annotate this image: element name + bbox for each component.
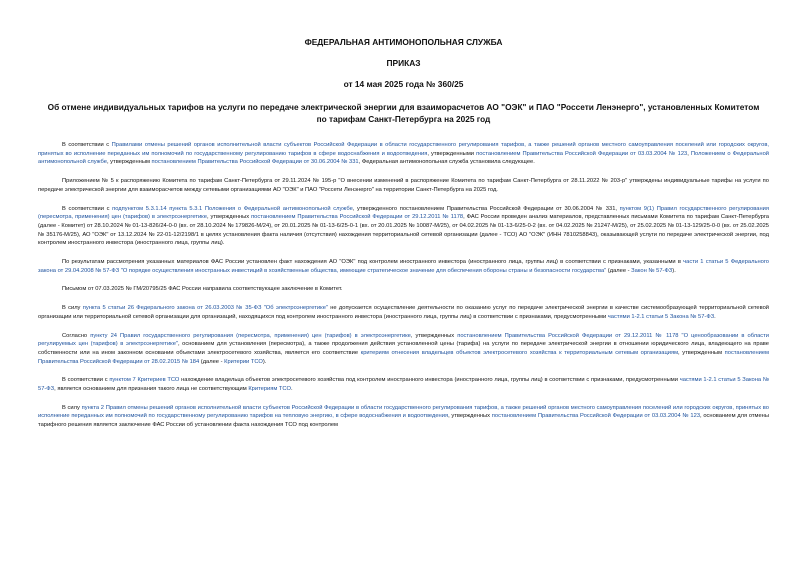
paragraph-text: В соответствии с xyxy=(62,377,110,384)
legal-act-link[interactable]: пунктом 9(1) Правил государственного регулирования (пересмотра, применения) цен (тарифов) в электроэнергетике xyxy=(38,205,769,221)
legal-act-link[interactable]: пункта 5 статьи 26 Федерального закона от 26.03.2003 № 35-ФЗ "Об электроэнергетике" xyxy=(82,305,328,312)
paragraph-text: , основанием для отмены тарифного решения является заключение ФАС России об установлении факта нахождения ТСО под контролем xyxy=(38,413,769,429)
paragraph-text: . xyxy=(290,386,293,393)
paragraph-text: , утвержденных xyxy=(206,214,252,221)
paragraph-text: Согласно xyxy=(62,332,91,339)
paragraph-text: , утвержденных xyxy=(410,332,458,339)
legal-act-link[interactable]: пунктом 7 Критериев ТСО xyxy=(109,377,180,384)
legal-act-link[interactable]: Правилами отмены решений органов исполнительной власти субъектов Российской Федерации в области государственного регулирования тарифов, а также решений органов местного самоуправления поселений или городских округов, принятых во исполнение переданных им полномочий по государственному регулированию тарифов в сфере водоснабжения и водоотведения xyxy=(38,142,769,157)
document-date-number: от 14 мая 2025 года № 360/25 xyxy=(343,79,464,89)
agency-name: ФЕДЕРАЛЬНАЯ АНТИМОНОПОЛЬНАЯ СЛУЖБА xyxy=(304,37,503,47)
paragraph-text: , ФАС России проведен анализ материалов, представленных письмами Комитета по тарифам Санкт-Петербурга (далее - Комитет) от 28.10.2024 № 01-13-826/24-0-0 (вх. от 28.10.2024 № 179826-М/24), от 20.01.2025 № 01-13-6/25-0-1 (вх. от 20.01.2025 № 10087-М/25), от 04.02.2025 № 01-13-6/25-0-2 (вх. от 04.02.2025 № 21247-М/25), от 25.02.2025 № 01-13-129/25-0-0 (вх. от 25.02.2025 № 35176-М/25), АО "ОЭК" от 13.12.2024 № 22-01-12/2198/1 в целях установления факта наличия (отсутствия) нахождения территориальной сетевой организации (далее - ТСО) АО "ОЭК" (ИНН 7810258843), оказывающей услуги по передаче электрической энергии, под контролем иностранного инвестора (иностранного лица, группы лиц). xyxy=(38,214,769,247)
legal-act-link[interactable]: постановлением Правительства Российской Федерации от 30.06.2004 № 331 xyxy=(151,159,359,166)
paragraph xyxy=(38,332,769,367)
legal-act-link[interactable]: пункта 2 Правил отмены решений органов исполнительной власти субъектов Российской Федерации в области государственного регулирования тарифов, а также решений органов местного самоуправления поселений или городских округов, принятых во исполнение переданных им полномочий по государственному регулированию тарифов на тепловую энергию, в сфере водоснабжения и водоотведения xyxy=(38,404,769,420)
paragraph-text: , является основанием для признания такого лица не соответствующим xyxy=(54,386,249,393)
legal-act-link[interactable]: постановлением Правительства Российской Федерации от 03.03.2004 № 123 xyxy=(476,150,688,157)
paragraph-text: , утвержденным xyxy=(678,349,725,356)
paragraph-text: , утвержденных xyxy=(448,413,492,420)
paragraph-text: Приложением № 5 к распоряжению Комитета по тарифам Санкт-Петербурга от 29.11.2024 № 195-р "О внесении изменений в распоряжение Комитета по тарифам Санкт-Петербурга от 28.11.2022 № 203-р" утверждены индивидуальные тарифы на услуги по передаче электрической энергии для взаиморасчетов между сетевыми организациями АО "ОЭК" и ПАО "Россети Ленэнерго" на территории Санкт-Петербурга на 2025 год. xyxy=(38,178,769,193)
document-kind: ПРИКАЗ xyxy=(386,58,421,68)
legal-act-link[interactable]: постановлением Правительства Российской Федерации от 29.12.2011 № 1178 xyxy=(251,214,464,221)
paragraph-text: , утвержденным xyxy=(106,159,152,166)
legal-act-link[interactable]: Критериям ТСО xyxy=(248,386,291,393)
paragraph-text: не допускается осуществление деятельности по оказанию услуг по передаче электрической энергии в качестве системообразующей территориальной сетевой организации или территориальной сетевой организации для организаций, находящихся под контролем иностранного инвестора (иностранного лица, группы лиц) в соответствии с признаками, предусмотренными xyxy=(38,305,769,320)
paragraph xyxy=(38,285,769,294)
paragraph-text: ). xyxy=(262,358,267,365)
paragraph xyxy=(38,141,769,167)
paragraph-text: . xyxy=(714,313,716,320)
legal-act-link[interactable]: подпунктом 5.3.1.14 пункта 5.3.1 Положения о Федеральной антимонопольной службе xyxy=(112,205,353,212)
legal-act-link[interactable]: частями 1-2.1 статьи 5 Закона № 57-ФЗ xyxy=(38,377,770,393)
paragraph-text: В соответствии с xyxy=(62,205,113,212)
paragraph-text: (далее - xyxy=(606,267,632,274)
legal-act-link[interactable]: постановлением Правительства Российской Федерации от 29.12.2011 № 1178 "О ценообразовании в области регулируемых цен (тарифов) в электроэнергетике" xyxy=(38,332,769,348)
legal-act-link[interactable]: частями 1-2.1 статьи 5 Закона № 57-ФЗ xyxy=(607,313,715,320)
legal-act-link[interactable]: постановлением Правительства Российской Федерации от 03.03.2004 № 123 xyxy=(491,413,701,420)
paragraph-text: В соответствии с xyxy=(62,142,112,148)
paragraph-text: В силу xyxy=(62,404,82,411)
document-body xyxy=(38,141,769,430)
paragraph xyxy=(38,376,769,393)
paragraph-text: Письмом от 07.03.2025 № ГМ/20795/25 ФАС России направила соответствующее заключение в Комитет. xyxy=(62,286,343,293)
paragraph-text: , xyxy=(687,150,691,157)
paragraph-text: , утвержденного постановлением Правительства Российской Федерации от 30.06.2004 № 331, xyxy=(352,205,620,212)
legal-act-link[interactable]: Закон № 57-ФЗ xyxy=(631,267,673,274)
legal-act-link[interactable]: Положением о Федеральной антимонопольной службе xyxy=(38,150,769,166)
legal-act-link[interactable]: пункту 24 Правил государственного регулирования (пересмотра, применения) цен (тарифов) в электроэнергетике xyxy=(90,332,411,339)
document-title: Об отмене индивидуальных тарифов на услуги по передаче электрической энергии для взаиморасчетов АО "ОЭК" и ПАО "Россети Ленэнерго", установленных Комитетом по тарифам Санкт-Петербурга на 2025 год xyxy=(47,102,760,124)
paragraph-text: , Федеральная антимонопольная служба установила следующее. xyxy=(358,159,535,166)
paragraph-text: нахождение владельца объектов электросетевого хозяйства под контролем иностранного инвестора (иностранного лица, группы лиц) в соответствии с признаками, предусмотренными xyxy=(179,377,680,384)
paragraph xyxy=(38,258,769,275)
paragraph-text: ). xyxy=(672,267,676,274)
paragraph xyxy=(38,177,769,194)
legal-act-link[interactable]: части 1 статьи 5 Федерального закона от 29.04.2008 № 57-ФЗ "О порядке осуществления иностранных инвестиций в хозяйственные общества, имеющие стратегическое значение для обеспечения обороны страны и безопасности государства" xyxy=(38,259,770,274)
legal-act-link[interactable]: критериям отнесения владельцев объектов электросетевого хозяйства к территориальным сетевым организациям xyxy=(360,349,679,356)
legal-act-link[interactable]: постановлением Правительства Российской Федерации от 28.02.2015 № 184 xyxy=(38,349,770,365)
paragraph xyxy=(38,304,769,321)
legal-act-link[interactable]: Критерии ТСО xyxy=(224,358,263,365)
paragraph-text: , утвержденными xyxy=(427,150,477,157)
paragraph-text: , основанием для установления (пересмотра), а также продолжения действия установленной цены (тарифа) на услуги по передаче электрической энергии в отношении юридического лица, владеющего на праве собственности или на ином законном основании объектами электросетевого хозяйства, является его соответствие xyxy=(38,341,769,356)
paragraph xyxy=(38,205,769,249)
paragraph-text: В силу xyxy=(62,305,83,312)
paragraph-text: (далее - xyxy=(199,358,225,365)
paragraph-text: По результатам рассмотрения указанных материалов ФАС России установлен факт нахождения АО "ОЭК" под контролем иностранного инвестора (иностранного лица, группы лиц) в соответствии с признаками, указанными в xyxy=(62,259,684,266)
paragraph xyxy=(38,404,769,430)
